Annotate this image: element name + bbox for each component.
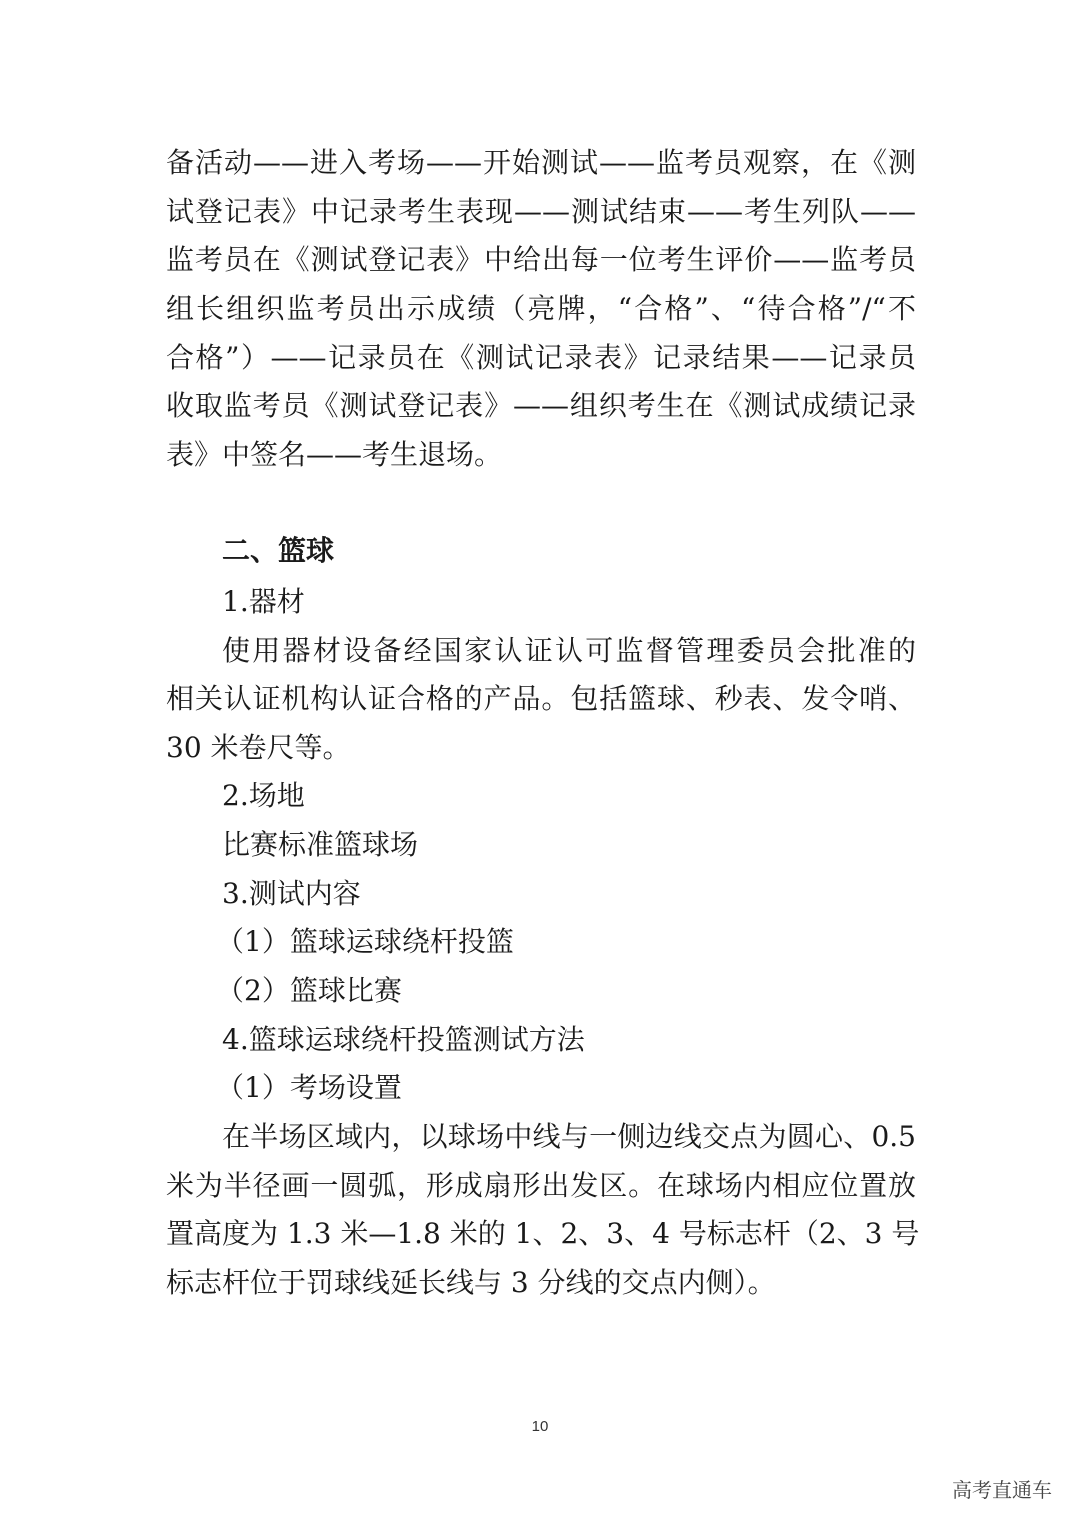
paragraph-line: 相关认证机构认证合格的产品。包括篮球、秒表、发令哨、: [166, 682, 916, 715]
paragraph-line: 组长组织监考员出示成绩（亮牌，“合格”、“待合格”/“不: [166, 292, 916, 325]
paragraph-line: 收取监考员《测试登记表》——组织考生在《测试成绩记录: [166, 389, 916, 422]
paragraph-line: 监考员在《测试登记表》中给出每一位考生评价——监考员: [166, 243, 916, 276]
paragraph-line: 试登记表》中记录考生表现——测试结束——考生列队——: [166, 195, 916, 228]
paragraph-line: 备活动——进入考场——开始测试——监考员观察，在《测: [166, 146, 916, 179]
paragraph-line: 30 米卷尺等。: [166, 731, 351, 764]
paragraph-line: 使用器材设备经国家认证认可监督管理委员会批准的: [222, 634, 916, 667]
page-number: 10: [531, 1418, 549, 1435]
paragraph-line: 置高度为 1.3 米—1.8 米的 1、2、3、4 号标志杆（2、3 号: [166, 1217, 920, 1250]
paragraph-line: 米为半径画一圆弧，形成扇形出发区。在球场内相应位置放: [166, 1169, 916, 1202]
section-heading: 二、篮球: [222, 534, 335, 567]
paragraph-line: 合格”）——记录员在《测试记录表》记录结果——记录员: [166, 341, 916, 374]
item-title-equipment: 1.器材: [222, 585, 305, 618]
watermark-text: 高考直通车: [952, 1478, 1052, 1502]
item-title-content: 3.测试内容: [222, 877, 361, 910]
paragraph-line: 标志杆位于罚球线延长线与 3 分线的交点内侧）。: [166, 1266, 776, 1299]
paragraph-line: 比赛标准篮球场: [222, 828, 419, 861]
item-title-method: 4.篮球运球绕杆投篮测试方法: [222, 1023, 585, 1056]
sub-item: （1）考场设置: [216, 1071, 402, 1104]
paragraph-line: 表》中签名——考生退场。: [166, 438, 503, 471]
sub-item: （2）篮球比赛: [216, 974, 402, 1007]
paragraph-line: 在半场区域内，以球场中线与一侧边线交点为圆心、0.5: [222, 1120, 916, 1153]
sub-item: （1）篮球运球绕杆投篮: [216, 925, 514, 958]
item-title-venue: 2.场地: [222, 779, 305, 812]
